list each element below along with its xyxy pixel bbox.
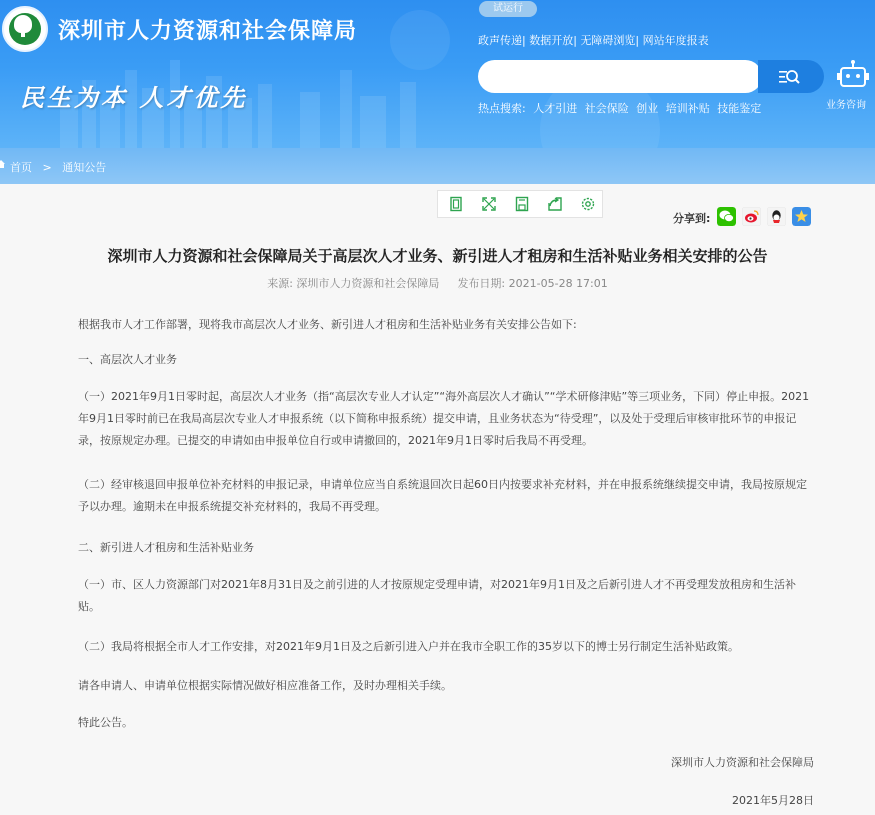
top-link-annual-report[interactable]: 网站年度报表 (642, 34, 709, 47)
trial-run-badge: 试运行 (479, 1, 537, 17)
section-1-paragraph-2: （二）经审核退回申报单位补充材料的申报记录，申请单位应当自系统退回次日起60日内按要求补充材料，并在申报系统继续提交申请，我局按原规定予以办理。逾期未在申报系统提交补充材料的，我局不再受理。 (78, 478, 807, 513)
wechat-icon[interactable] (717, 207, 736, 226)
fullscreen-icon[interactable] (481, 196, 497, 212)
signature: 深圳市人力资源和社会保障局 (671, 756, 814, 769)
article-intro: 根据我市人才工作部署，现将我市高层次人才业务、新引进人才租房和生活补贴业务有关安排公告如下: (78, 318, 577, 331)
hot-search (478, 100, 761, 116)
search-input[interactable] (494, 66, 744, 86)
top-link-accessibility[interactable]: 无障碍浏览| (580, 34, 640, 47)
breadcrumb (10, 159, 106, 175)
article-date: 发布日期: 2021-05-28 17:01 (457, 277, 608, 290)
tree-trunk-icon (21, 29, 25, 37)
home-icon (0, 159, 6, 169)
article-source: 来源: 深圳市人力资源和社会保障局 (267, 277, 440, 290)
share-label: 分享到: (673, 212, 711, 225)
notice-paragraph: 请各申请人、申请单位根据实际情况做好相应准备工作，及时办理相关手续。 (78, 679, 452, 692)
article-meta (0, 275, 875, 291)
top-link-policy[interactable]: 政声传递| (478, 34, 526, 47)
breadcrumb-bar (0, 148, 875, 184)
consult-label[interactable]: 业务咨询 (826, 100, 866, 111)
bureau-logo[interactable] (2, 6, 48, 52)
signature-date: 2021年5月28日 (732, 794, 814, 807)
hot-search-skill-appraisal[interactable]: 技能鉴定 (717, 102, 762, 115)
qq-icon[interactable] (767, 207, 786, 226)
site-header (0, 0, 875, 148)
hot-search-label: 热点搜索: (478, 102, 526, 115)
top-link-open-data[interactable]: 数据开放| (529, 34, 577, 47)
share-out-icon[interactable] (547, 196, 563, 212)
breadcrumb-current[interactable]: 通知公告 (62, 161, 107, 174)
site-title[interactable]: 深圳市人力资源和社会保障局 (58, 19, 358, 44)
section-1-paragraph-1: （一）2021年9月1日零时起，高层次人才业务（指“高层次专业人才认定”“海外高层次人才确认”“学术研修津贴”等三项业务，下同）停止申报。2021年9月1日零时前已在我局高层次专业人才申报系统（以下简称申报系统）提交申请，且业务状态为“待受理”，以及处于受理后审核审批环节的申报记录，按原规定办理。已提交的申请如由申报单位自行或申请撤回的，2021年9月1日零时后我局不再受理。 (78, 390, 810, 447)
section-2-paragraph-2: （二）我局将根据全市人才工作安排，对2021年9月1日及之后新引进入户并在我市全职工作的35岁以下的博士另行制定生活补贴政策。 (78, 640, 739, 653)
article-title: 深圳市人力资源和社会保障局关于高层次人才业务、新引进人才租房和生活补贴业务相关安排的公告 (107, 247, 768, 265)
section-1-heading: 一、高层次人才业务 (78, 353, 177, 366)
closing-line: 特此公告。 (78, 716, 133, 729)
settings-gear-icon[interactable] (580, 196, 596, 212)
breadcrumb-home[interactable]: 首页 (10, 161, 32, 174)
robot-icon[interactable] (836, 60, 870, 90)
section-2-paragraph-1: （一）市、区人力资源部门对2021年8月31日及之前引进的人才按原规定受理申请，对2021年9月1日及之后新引进人才不再受理发放租房和生活补贴。 (78, 578, 796, 613)
top-links (478, 32, 709, 48)
hot-search-social-insurance[interactable]: 社会保险 (584, 102, 629, 115)
hot-search-training-subsidy[interactable]: 培训补贴 (665, 102, 710, 115)
section-2-heading: 二、新引进人才租房和生活补贴业务 (78, 541, 254, 554)
search-button[interactable] (758, 60, 824, 93)
hot-search-talent[interactable]: 人才引进 (533, 102, 578, 115)
page-view-icon[interactable] (448, 196, 464, 212)
save-icon[interactable] (514, 196, 530, 212)
favorite-star-icon[interactable] (792, 207, 811, 226)
breadcrumb-separator: > (42, 161, 52, 174)
hot-search-startup[interactable]: 创业 (636, 102, 659, 115)
slogan-banner: 民生为本 人才优先 (20, 83, 248, 112)
search-icon (778, 67, 800, 87)
article-toolbar (437, 190, 603, 218)
weibo-icon[interactable] (742, 207, 761, 226)
